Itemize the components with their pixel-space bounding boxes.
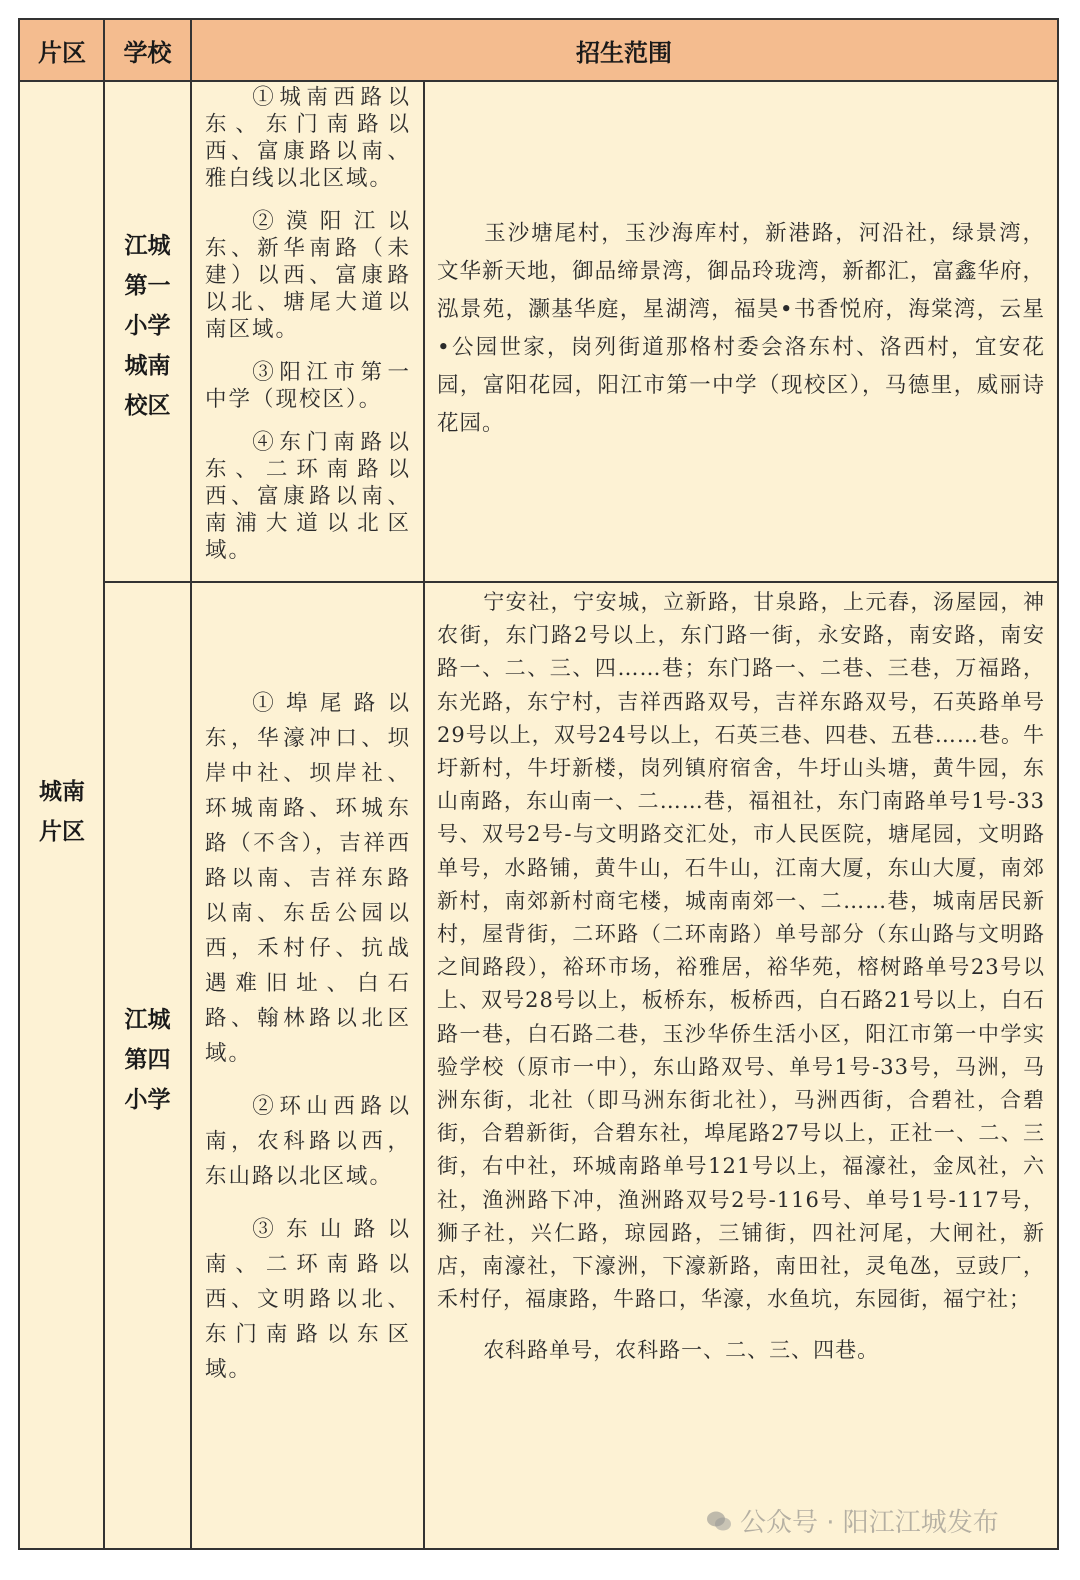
- school-2-range: 宁安社，宁安城，立新路，甘泉路，上元舂，汤屋园，神农街，东门路2号以上，东门路一街，永安路，南安路，南安路一、二、三、四……巷；东门路一、二巷、三巷，万福路，东光路，东宁村，吉祥西路双号，吉祥东路双号，石英路单号29号以上，双号24号以上，石英三巷、四巷、五巷……巷。牛圩新村，牛圩新楼，岗列镇府宿舍，牛圩山头塘，黄牛园，东山南路，东山南一、二……巷，福祖社，东门南路单号1号-33号、双号2号-与文明路交汇处，市人民医院，塘尾园，文明路单号，水路铺，黄牛山，石牛山，江南大厦，东山大厦，南郊新村，南郊新村商宅楼，城南南郊一、二……巷，城南居民新村，屋背街，二环路（二环南路）单号部分（东山路与文明路之间路段），裕环市场，裕雅居，裕华苑，榕树路单号23号以上、双号28号以上，板桥东，板桥西，白石路21号以上，白石路一巷，白石路二巷，玉沙华侨生活小区，阳江市第一中学实验学校（原市一中），东山路双号、单号1号-33号，马洲，马洲东街，北社（即马洲东街北社），马洲西街，合碧社，合碧街，合碧新街，合碧东社，埠尾路27号以上，正社一、二、三街，右中社，环城南路单号121号以上，福濠社，金凤社，六社，渔洲路下冲，渔洲路双号2号-116号、单号1号-117号，狮子社，兴仁路，琼园路，三铺街，四社河尾，大闸社，新店，南濠社，下濠洲，下濠新路，南田社，灵龟氹，豆豉厂，禾村仔，福康路，牛路口，华濠，水鱼坑，东园街，福宁社； 农科路单号，农科路一、二、三、四巷。: [437, 590, 1045, 1363]
- enrollment-table: [18, 18, 1059, 1550]
- school-name-2: 江城 第四 小学: [124, 1007, 171, 1113]
- school-2-areas: [205, 686, 411, 1387]
- school-name-1: 江城 第一 小学 城南 校区: [124, 233, 171, 419]
- school-1-areas: [205, 84, 411, 564]
- area-item: ④东门南路以东、二环南路以西、富康路以南、南浦大道以北区域。: [205, 430, 411, 563]
- wechat-icon: [706, 1510, 732, 1532]
- area-item: ③阳江市第一中学（现校区）。: [205, 360, 411, 412]
- divider: [104, 581, 1057, 583]
- table-header: [20, 20, 1057, 82]
- header-range: 招生范围: [576, 38, 672, 67]
- header-district: 片区: [38, 38, 86, 67]
- area-item: ②漠阳江以东、新华南路（未建）以西、富康路以北、塘尾大道以南区域。: [205, 209, 411, 342]
- school-1-range: 玉沙塘尾村，玉沙海库村，新港路，河沿社，绿景湾，文华新天地，御品缔景湾，御品玲珑湾，新都汇，富鑫华府，泓景苑，灏基华庭，星湖湾，福昊•书香悦府，海棠湾，云星•公园世家，岗列街道那格村委会洛东村、洛西村，宜安花园，富阳花园，阳江市第一中学（现校区），马德里，威丽诗花园。: [437, 221, 1045, 436]
- header-school: 学校: [123, 38, 172, 67]
- area-item: ②环山西路以南，农科路以西，东山路以北区域。: [205, 1094, 411, 1189]
- watermark-text: 公众号 · 阳江江城发布: [740, 1508, 999, 1538]
- district-name: 城南 片区: [39, 779, 85, 845]
- divider: [423, 82, 425, 1548]
- area-item: ①埠尾路以东，华濠冲口、坝岸中社、坝岸社、环城南路、环城东路（不含），吉祥西路以南、吉祥东路以南、东岳公园以西，禾村仔、抗战遇难旧址、白石路、翰林路以北区域。: [205, 691, 411, 1066]
- watermark: [706, 1502, 999, 1539]
- area-item: ①城南西路以东、东门南路以西、富康路以南、雅白线以北区域。: [205, 85, 411, 191]
- area-item: ③东山路以南、二环南路以西、文明路以北、东门南路以东区域。: [205, 1217, 411, 1382]
